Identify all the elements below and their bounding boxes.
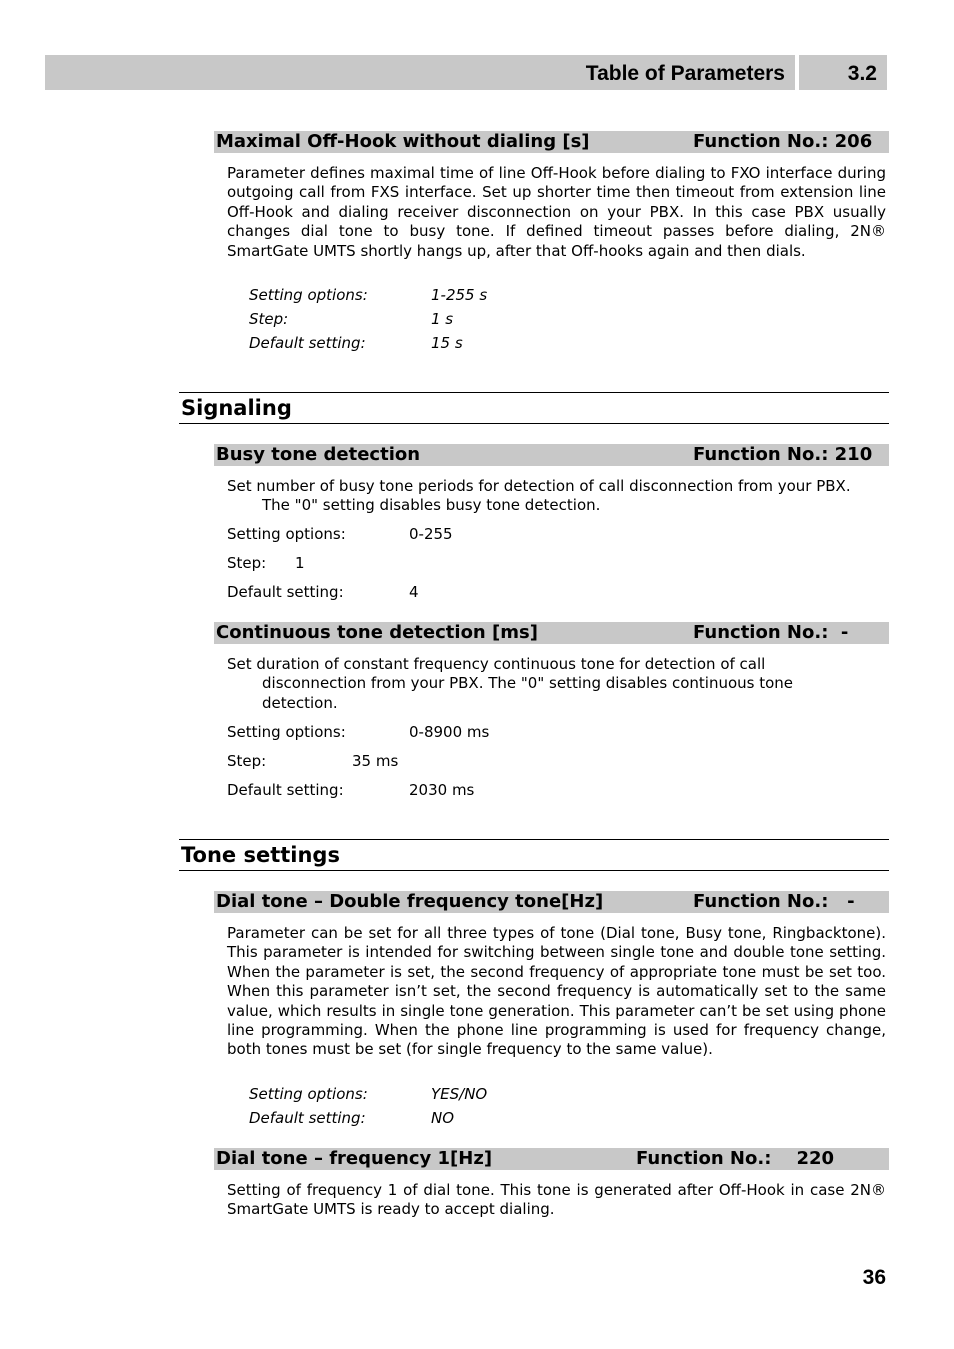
param-206-step-label: Step: <box>249 310 289 328</box>
param-206-options-value: 1-255 s <box>431 286 488 304</box>
param-220-description: Setting of frequency 1 of dial tone. This tone is generated after Off-Hook in case 2N® SmartGate UMTS is ready to accept dialing. <box>227 1181 886 1219</box>
param-210-options-label: Setting options: <box>227 525 346 543</box>
continuous-tone-step-value: 35 ms <box>352 752 399 770</box>
dial-double-name: Dial tone – Double frequency tone[Hz] <box>216 891 604 912</box>
param-220-name: Dial tone – frequency 1[Hz] <box>216 1148 493 1169</box>
continuous-tone-description: Set duration of constant frequency continuous tone for detection of call disconnection from your PBX. The "0" setting disables continuous tone detection. <box>227 655 794 712</box>
signaling-title: Signaling <box>181 396 292 420</box>
param-206-bar <box>214 131 889 153</box>
param-220-bar <box>214 1148 889 1170</box>
continuous-tone-options-label: Setting options: <box>227 723 346 741</box>
dial-double-default-value: NO <box>431 1109 455 1127</box>
param-210-description: Set number of busy tone periods for detection of call disconnection from your PBX. The "0" setting disables busy tone detection. <box>227 477 851 515</box>
continuous-tone-default-label: Default setting: <box>227 781 344 799</box>
param-206-default-label: Default setting: <box>249 334 366 352</box>
dial-double-default-label: Default setting: <box>249 1109 366 1127</box>
param-220-function: Function No.: 220 <box>636 1148 835 1169</box>
param-210-step-label: Step: <box>227 554 267 572</box>
continuous-tone-function: Function No.: - <box>693 622 849 643</box>
dial-double-description: Parameter can be set for all three types of tone (Dial tone, Busy tone, Ringbacktone). This parameter is intended for switching between single tone and double tone setting. When the parameter is set, the second frequency of appropriate tone must be set too. When this parameter isn’t set, the second frequency is automatically set to the same value, which results in single tone generation. This parameter can’t be set using phone line programming. When the phone line programming is used for frequency change, both tones must be set (for single frequency to the same value). <box>227 924 886 1059</box>
param-210-step-value: 1 <box>295 554 305 572</box>
param-210-bar <box>214 444 889 466</box>
dial-double-bar <box>214 891 889 913</box>
signaling-rule-top <box>179 392 889 393</box>
signaling-rule-bottom <box>179 423 889 424</box>
param-210-options-value: 0-255 <box>409 525 453 543</box>
param-206-function: Function No.: 206 <box>693 131 873 152</box>
continuous-tone-step-label: Step: <box>227 752 267 770</box>
continuous-tone-name: Continuous tone detection [ms] <box>216 622 538 643</box>
page-header <box>45 55 887 90</box>
header-title: Table of Parameters <box>585 62 785 85</box>
param-210-default-label: Default setting: <box>227 583 344 601</box>
header-title-bar <box>45 55 795 90</box>
header-section-box <box>799 55 887 90</box>
continuous-tone-default-value: 2030 ms <box>409 781 475 799</box>
dial-double-function: Function No.: - <box>693 891 855 912</box>
param-206-description: Parameter defines maximal time of line Off-Hook before dialing to FXO interface during outgoing call from FXS interface. Set up shorter time then timeout from extension line Off-Hook and dialing receiver disconnection on your PBX. In this case PBX usually changes dial tone to busy tone. If defined timeout passes before dialing, 2N® SmartGate UMTS shortly hangs up, after that Off-hooks again and then dials. <box>227 164 886 260</box>
dial-double-options-label: Setting options: <box>249 1085 368 1103</box>
param-206-name: Maximal Off-Hook without dialing [s] <box>216 131 590 152</box>
tone-settings-title: Tone settings <box>181 843 340 867</box>
param-210-function: Function No.: 210 <box>693 444 873 465</box>
param-210-name: Busy tone detection <box>216 444 421 465</box>
header-section-number: 3.2 <box>847 62 877 85</box>
param-210-default-value: 4 <box>409 583 419 601</box>
continuous-tone-bar <box>214 622 889 644</box>
param-206-step-value: 1 s <box>431 310 454 328</box>
tone-settings-rule-bottom <box>179 870 889 871</box>
dial-double-options-value: YES/NO <box>431 1085 488 1103</box>
param-206-default-value: 15 s <box>431 334 463 352</box>
page-number: 36 <box>862 1266 886 1289</box>
param-206-options-label: Setting options: <box>249 286 368 304</box>
continuous-tone-options-value: 0-8900 ms <box>409 723 490 741</box>
tone-settings-rule-top <box>179 839 889 840</box>
